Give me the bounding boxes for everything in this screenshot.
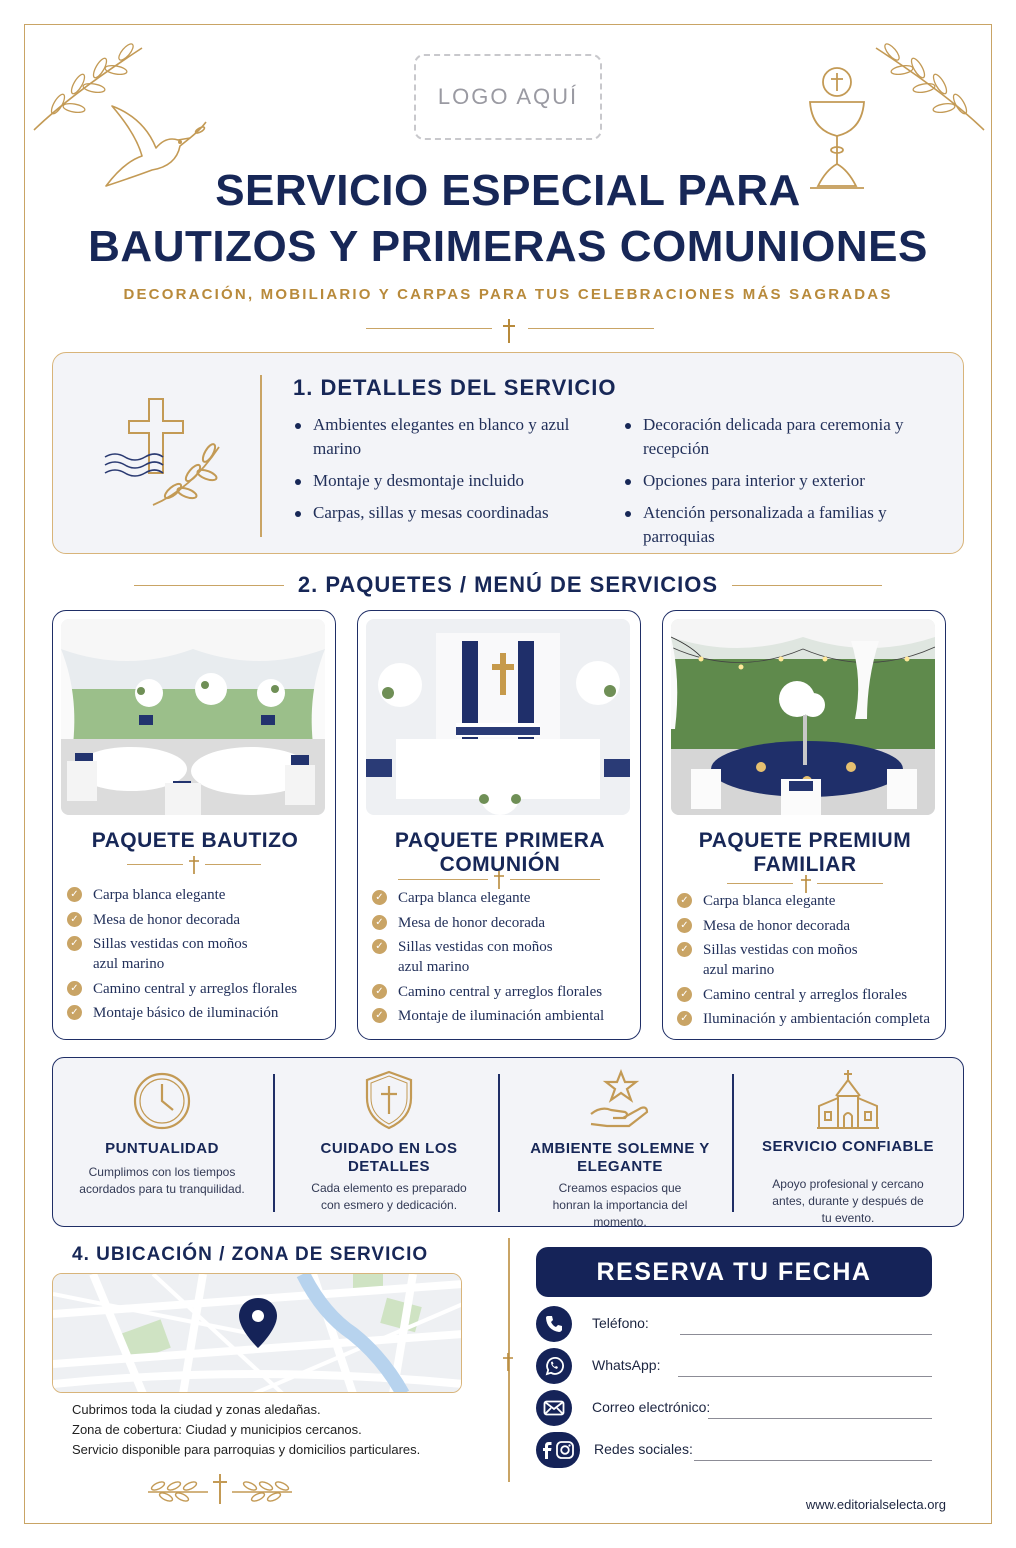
divider-line bbox=[528, 328, 654, 329]
check-icon: ✓ bbox=[372, 984, 387, 999]
contact-phone[interactable]: Teléfono: bbox=[536, 1306, 936, 1342]
list-item: ✓ Carpa blanca elegante bbox=[67, 885, 329, 905]
list-item: ✓ Montaje básico de iluminación bbox=[67, 1003, 329, 1023]
cross-icon bbox=[492, 870, 506, 890]
check-icon: ✓ bbox=[372, 1008, 387, 1023]
list-item: Montaje y desmontaje incluido bbox=[293, 469, 593, 493]
church-icon bbox=[815, 1068, 881, 1132]
feature-ambiente: AMBIENTE SOLEMNE Y ELEGANTE Creamos espacios que honran la importancia del momento. bbox=[509, 1058, 731, 1228]
page-title-line-2: BAUTIZOS Y PRIMERAS COMUNIONES bbox=[88, 222, 928, 271]
check-icon: ✓ bbox=[372, 915, 387, 930]
coverage-text: Cubrimos toda la ciudad y zonas aledañas. Zona de cobertura: Ciudad y municipios cercanos. Servicio disponible para parroquias y domicilios particulares. bbox=[72, 1402, 421, 1457]
details-list-right bbox=[623, 413, 923, 557]
feature-confiable: SERVICIO CONFIABLE Apoyo profesional y cercano antes, durante y después de tu evento. bbox=[739, 1058, 957, 1228]
list-item: ✓ Camino central y arreglos florales bbox=[372, 982, 634, 1002]
hand-star-icon bbox=[587, 1068, 653, 1132]
whatsapp-icon bbox=[536, 1348, 572, 1384]
cross-icon bbox=[187, 855, 201, 875]
package-name: PAQUETE BAUTIZO bbox=[91, 829, 299, 852]
details-list-left bbox=[293, 413, 593, 533]
list-item: ✓ Sillas vestidas con moños azul marino bbox=[677, 940, 877, 980]
social-icons bbox=[536, 1432, 580, 1468]
section-title-details: 1. DETALLES DEL SERVICIO bbox=[293, 375, 617, 400]
package-name: PAQUETE PRIMERA COMUNIÓN bbox=[394, 829, 606, 876]
page-title-line-1: SERVICIO ESPECIAL PARA bbox=[215, 166, 801, 215]
package-features bbox=[677, 891, 939, 1034]
olive-branch-icon bbox=[868, 40, 988, 135]
logo-placeholder: LOGO AQUÍ bbox=[414, 54, 602, 140]
reserve-date-banner: RESERVA TU FECHA bbox=[536, 1247, 932, 1297]
service-area-map[interactable] bbox=[52, 1273, 462, 1393]
package-card-bautizo[interactable] bbox=[52, 610, 336, 1040]
package-features bbox=[67, 885, 329, 1028]
page-subtitle: DECORACIÓN, MOBILIARIO Y CARPAS PARA TUS CELEBRACIONES MÁS SAGRADAS bbox=[123, 286, 893, 303]
package-photo-outdoor bbox=[671, 619, 935, 815]
list-item: ✓ Carpa blanca elegante bbox=[372, 888, 634, 908]
list-item: ✓ Iluminación y ambientación completa bbox=[677, 1009, 939, 1029]
list-item: Carpas, sillas y mesas coordinadas bbox=[293, 501, 593, 525]
cross-icon bbox=[501, 1352, 515, 1372]
list-item: ✓ Camino central y arreglos florales bbox=[67, 979, 329, 999]
contact-social[interactable]: Redes sociales: bbox=[536, 1432, 936, 1468]
feature-puntualidad: PUNTUALIDAD Cumplimos con los tiempos acordados para tu tranquilidad. bbox=[59, 1058, 265, 1228]
list-item: ✓ Sillas vestidas con moños azul marino bbox=[372, 937, 572, 977]
footer-website[interactable]: www.editorialselecta.org bbox=[805, 1497, 946, 1512]
package-card-primera-comunion[interactable] bbox=[357, 610, 641, 1040]
package-features bbox=[372, 888, 634, 1031]
check-icon: ✓ bbox=[67, 981, 82, 996]
check-icon: ✓ bbox=[67, 936, 82, 951]
laurel-cross-icon bbox=[144, 1472, 296, 1506]
list-item: ✓ Mesa de honor decorada bbox=[372, 913, 634, 933]
list-item: Opciones para interior y exterior bbox=[623, 469, 923, 493]
contact-email[interactable]: Correo electrónico: bbox=[536, 1390, 936, 1426]
list-item: ✓ Mesa de honor decorada bbox=[677, 916, 939, 936]
cross-with-branch-icon bbox=[101, 393, 227, 523]
feature-cuidado: CUIDADO EN LOS DETALLES Cada elemento es preparado con esmero y dedicación. bbox=[281, 1058, 497, 1228]
package-photo-tent bbox=[61, 619, 325, 815]
package-photo-altar bbox=[366, 619, 630, 815]
shield-cross-icon bbox=[361, 1068, 417, 1132]
list-item: Decoración delicada para ceremonia y recepción bbox=[623, 413, 923, 461]
list-item: Atención personalizada a familias y parroquias bbox=[623, 501, 923, 549]
section-title-location: 4. UBICACIÓN / ZONA DE SERVICIO bbox=[72, 1244, 429, 1265]
check-icon: ✓ bbox=[67, 1005, 82, 1020]
check-icon: ✓ bbox=[372, 890, 387, 905]
cross-icon bbox=[500, 318, 518, 344]
clock-icon bbox=[131, 1068, 193, 1132]
divider-line bbox=[366, 328, 492, 329]
list-item: Ambientes elegantes en blanco y azul marino bbox=[293, 413, 593, 461]
list-item: ✓ Mesa de honor decorada bbox=[67, 910, 329, 930]
list-item: ✓ Sillas vestidas con moños azul marino bbox=[67, 934, 267, 974]
check-icon: ✓ bbox=[677, 942, 692, 957]
section-title-packages: 2. PAQUETES / MENÚ DE SERVICIOS bbox=[297, 572, 719, 597]
list-item: ✓ Carpa blanca elegante bbox=[677, 891, 939, 911]
phone-icon bbox=[536, 1306, 572, 1342]
check-icon: ✓ bbox=[677, 918, 692, 933]
check-icon: ✓ bbox=[677, 1011, 692, 1026]
features-panel bbox=[52, 1057, 964, 1227]
check-icon: ✓ bbox=[67, 887, 82, 902]
mail-icon bbox=[536, 1390, 572, 1426]
check-icon: ✓ bbox=[677, 987, 692, 1002]
contact-whatsapp[interactable]: WhatsApp: bbox=[536, 1348, 936, 1384]
list-item: ✓ Montaje de iluminación ambiental bbox=[372, 1006, 634, 1026]
check-icon: ✓ bbox=[677, 893, 692, 908]
package-card-premium-familiar[interactable] bbox=[662, 610, 946, 1040]
list-item: ✓ Camino central y arreglos florales bbox=[677, 985, 939, 1005]
service-details-panel bbox=[52, 352, 964, 554]
check-icon: ✓ bbox=[372, 939, 387, 954]
package-name: PAQUETE PREMIUM FAMILIAR bbox=[698, 829, 912, 876]
check-icon: ✓ bbox=[67, 912, 82, 927]
